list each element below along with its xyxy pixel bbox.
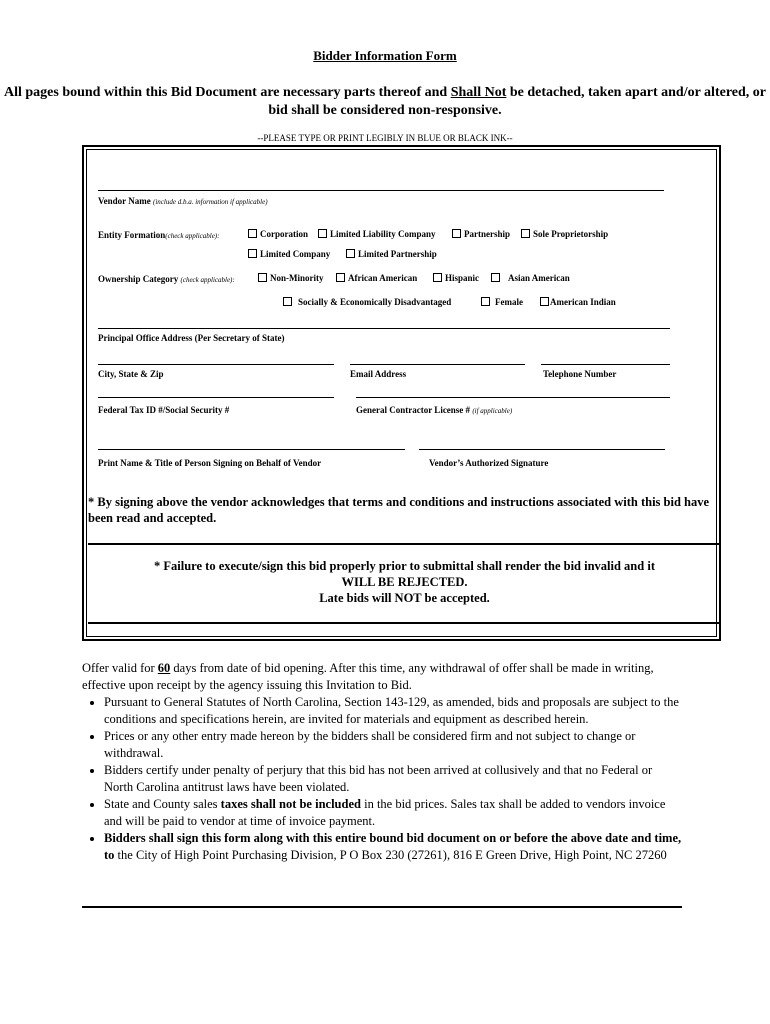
tax-id-field[interactable] [98, 397, 334, 398]
divider [88, 543, 721, 545]
checkbox[interactable] [452, 229, 461, 238]
ownership-option-female[interactable]: Female [481, 297, 523, 307]
divider [88, 622, 721, 624]
entity-option-limited-partnership[interactable]: Limited Partnership [346, 249, 437, 259]
signature-label: Vendor’s Authorized Signature [429, 458, 549, 468]
vendor-name-field[interactable] [98, 190, 664, 191]
failure-line-1: * Failure to execute/sign this bid properly prior to submittal shall render the bid invalid and it [154, 559, 655, 573]
checkbox[interactable] [346, 249, 355, 258]
ownership-option-african-american[interactable]: African American [336, 273, 417, 283]
binding-warning: All pages bound within this Bid Document are necessary parts thereof and Shall Not be detached, taken apart and/or altered, or bid shall be considered non-responsive. [3, 85, 766, 118]
checkbox[interactable] [540, 297, 549, 306]
list-item: • Bidders shall sign this form along with this entire bound bid document on or before the above date and time, to the City of High Point Purchasing Division, P O Box 230 (27261), 816 E Green Drive, High Point, NC 27260 [104, 830, 682, 864]
failure-line-2: WILL BE REJECTED. [341, 575, 468, 589]
checkbox[interactable] [481, 297, 490, 306]
entity-option-partnership[interactable]: Partnership [452, 229, 510, 239]
acknowledgement-text: * By signing above the vendor acknowledges that terms and conditions and instructions associated with this bid have been read and accepted. [88, 495, 710, 525]
failure-line-3: Late bids will NOT be accepted. [319, 591, 490, 605]
checkbox[interactable] [336, 273, 345, 282]
checkbox[interactable] [248, 249, 257, 258]
list-item: • Prices or any other entry made hereon by the bidders shall be considered firm and not subject to change or withdrawal. [104, 728, 682, 762]
checkbox[interactable] [258, 273, 267, 282]
entity-formation-label: Entity Formation(check applicable): [98, 230, 220, 240]
ownership-option-disadvantaged[interactable]: Socially & Economically Disadvantaged [283, 297, 451, 307]
principal-office-field[interactable] [98, 328, 670, 329]
contractor-license-label: General Contractor License # (if applicable) [356, 405, 513, 415]
entity-option-llc[interactable]: Limited Liability Company [318, 229, 436, 239]
contractor-license-field[interactable] [356, 397, 670, 398]
end-rule [82, 906, 682, 908]
telephone-label: Telephone Number [543, 369, 617, 379]
ownership-option-hispanic[interactable]: Hispanic [433, 273, 479, 283]
list-item: • Pursuant to General Statutes of North Carolina, Section 143-129, as amended, bids and proposals are subject to the conditions and specifications herein, are invited for materials and equipment as described herein. [104, 694, 682, 728]
print-name-field[interactable] [98, 449, 405, 450]
ownership-category-label: Ownership Category (check applicable): [98, 274, 235, 284]
list-item: • Bidders certify under penalty of perjury that this bid has not been arrived at collusively and that no Federal or North Carolina antitrust laws have been violated. [104, 762, 682, 796]
ownership-option-asian-american[interactable]: Asian American [491, 273, 570, 283]
checkbox[interactable] [521, 229, 530, 238]
vendor-name-label: Vendor Name (include d.b.a. information if applicable) [98, 196, 268, 206]
checkbox[interactable] [491, 273, 500, 282]
checkbox[interactable] [283, 297, 292, 306]
city-state-zip-label: City, State & Zip [98, 369, 164, 379]
email-label: Email Address [350, 369, 407, 379]
ownership-option-american-indian[interactable]: American Indian [540, 297, 616, 307]
list-item: • State and County sales taxes shall not be included in the bid prices. Sales tax shall be added to vendors invoice and will be paid to vendor at time of invoice payment. [104, 796, 682, 830]
city-state-zip-field[interactable] [98, 364, 334, 365]
form-title: Bidder Information Form [313, 48, 457, 63]
entity-option-limited-company[interactable]: Limited Company [248, 249, 330, 259]
terms-section [82, 660, 682, 864]
checkbox[interactable] [433, 273, 442, 282]
failure-notice [88, 558, 721, 606]
offer-paragraph: Offer valid for 60 days from date of bid opening. After this time, any withdrawal of offer shall be made in writing, effective upon receipt by the agency issuing this Invitation to Bid. [82, 661, 654, 692]
ink-instruction: --PLEASE TYPE OR PRINT LEGIBLY IN BLUE OR BLACK INK-- [257, 133, 513, 143]
checkbox[interactable] [248, 229, 257, 238]
signature-field[interactable] [419, 449, 665, 450]
print-name-label: Print Name & Title of Person Signing on Behalf of Vendor [98, 458, 322, 468]
entity-option-sole-proprietorship[interactable]: Sole Proprietorship [521, 229, 608, 239]
telephone-field[interactable] [541, 364, 670, 365]
checkbox[interactable] [318, 229, 327, 238]
ownership-option-non-minority[interactable]: Non-Minority [258, 273, 324, 283]
tax-id-label: Federal Tax ID #/Social Security # [98, 405, 230, 415]
terms-list [82, 694, 682, 864]
email-field[interactable] [350, 364, 525, 365]
principal-office-label: Principal Office Address (Per Secretary of State) [98, 333, 285, 343]
entity-option-corporation[interactable]: Corporation [248, 229, 308, 239]
